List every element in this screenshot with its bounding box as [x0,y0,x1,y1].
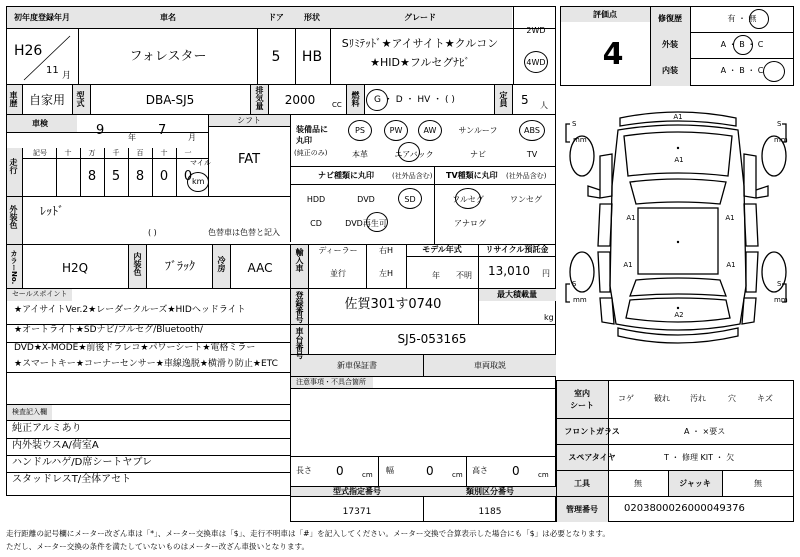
inspection-month: 7 [158,123,167,138]
car-name: フォレスター [129,49,207,64]
inspector-line-4: スタッドレスT/全体アセト [12,474,132,485]
digit-label-5: 十 [160,149,168,157]
diag-mm-fr: mm [774,136,788,144]
drive-4wd-circle [524,51,548,73]
equip-ps: PS [355,126,365,135]
digit-6: 0 [183,169,193,184]
color-note: 色替車は色替と記入 [208,228,280,237]
digit-5: 0 [159,169,169,184]
width-value: 0 [426,464,434,478]
new-warranty: 新車保証書 [337,361,377,370]
diag-s-rr: S [777,280,782,288]
digit-3: 5 [111,169,121,184]
capacity-value: 5 [521,93,529,107]
equip-abs-circle [519,120,545,141]
equip-pw-circle [384,120,408,141]
seat-opt-5: キズ [757,394,773,403]
doors-label: ドア [268,13,284,22]
tv-fullseg: フルセグ [452,195,484,204]
grade-line-2: ★HID★フルセグﾅﾋﾞ [370,56,470,69]
diag-mm-fl: mm [573,136,587,144]
diag-a1-rear-left: A1 [623,261,633,269]
interior-color-label: 内装色 [133,252,142,276]
first-reg-label: 初年度登録年月 [14,13,70,22]
footer-line-2: ただし、メーター交換の条件を満たしていないものはメーター改ざん車扱いとなります。 [6,542,310,551]
tv-label: TV種類に丸印 [446,171,498,180]
sales-line-4: ★スマートキー★コーナーセンサー★車線逸脱★横滑り防止★ETC [14,359,278,369]
person-unit: 人 [540,101,548,110]
seat-opt-2: 破れ [654,394,670,403]
diag-a1-hood: A1 [674,156,684,164]
mileage-sign-label: 記号 [33,149,47,157]
fuel-label: 燃料 [351,91,360,107]
drive-4wd: 4WD [526,58,546,67]
exterior-b-circle [733,35,753,55]
inspection-year: 9 [96,123,105,138]
equipment-label-3: (純正のみ) [294,149,328,157]
mile-label: マイル [190,159,211,167]
inspector-line-3: ハンドルハゲ/D席シートヤブレ [12,457,152,468]
usage-value: 自家用 [28,93,66,107]
color-value: ﾚｯﾄﾞ [40,204,65,218]
color-label: 外装色 [9,205,18,229]
registration-label: 登録番号 [295,291,304,323]
footer-line-1: 走行距離の記号欄にメーター改ざん車は「*」、メーター交換車は「$」、走行不明車は「#」を記入してください。メーター交換で合算表示した場合にも「$」は必要となります。 [6,529,610,538]
length-cm: cm [362,471,373,479]
km-circle [187,172,209,192]
interior-color-value: ﾌﾞﾗｯｸ [164,259,196,273]
ac-value: AAC [247,261,273,275]
import-left: 左H [378,269,394,278]
shift-value: FAT [237,152,261,167]
seat-opt-1: コゲ [618,394,634,403]
equip-pw: PW [389,126,403,135]
import-label: 輸入車 [295,248,304,272]
color-no-value: H2Q [61,261,89,275]
sales-label: セールスポイント [12,290,68,298]
interior-label: 内装 [662,66,678,75]
model-year-unit: 年 [432,271,440,280]
diag-a1-right: A1 [725,214,735,222]
diag-a1-left: A1 [626,214,636,222]
tv-sub: (社外品含む) [506,172,547,180]
jack-value: 無 [754,479,762,488]
interior-c-circle [763,61,785,82]
interior-options: A ・ B ・ C [720,66,764,75]
mileage-label: 走行 [9,158,18,174]
max-load-label: 最大積載量 [497,290,537,299]
repair-label: 修復歴 [658,14,682,23]
digit-label-4: 百 [136,149,144,157]
recycle-value: 13,010 [488,264,530,278]
equip-tv: TV [526,150,538,159]
grade-label: グレード [404,13,436,22]
first-reg-era: H26 [14,43,43,59]
height-value: 0 [512,464,520,478]
seat-label-2: シート [570,401,594,410]
mgmt-value: 0203800026000049376 [624,503,745,514]
chassis-label: 車台番号 [295,327,304,359]
diag-mm-rr: mm [774,296,788,304]
kg-unit: kg [544,313,554,322]
diag-a1-front: A1 [673,113,683,121]
seat-opt-3: 汚れ [690,394,706,403]
navi-sd: SD [404,195,416,204]
equip-aw-circle [418,120,442,141]
model-year-label: モデル年式 [422,245,462,254]
equip-leather: 本革 [352,150,368,159]
width-label: 幅 [386,466,394,475]
height-cm: cm [538,471,549,479]
exterior-options: A ・ B ・ C [720,40,764,49]
class-no-value: 1185 [478,507,502,517]
tv-fullseg-circle [455,188,481,209]
color-paren: ( ) [148,228,157,237]
exterior-label: 外装 [662,40,678,49]
model-value: DBA-SJ5 [145,93,195,107]
navi-label: ナビ種類に丸印 [318,171,374,180]
shape-value: HB [301,49,323,65]
equipment-label-1: 装備品に [296,125,328,134]
equip-aw: AW [423,126,437,135]
drive-2wd: 2WD [526,26,546,35]
glass-label: フロントガラス [564,427,620,436]
repair-options: 有 ・ 無 [727,14,757,23]
navi-sd-circle [398,188,422,209]
diag-s-fr: S [777,120,782,128]
equip-airbag: エアバック [394,150,434,159]
capacity-label: 定員 [499,91,508,107]
tv-analog: アナログ [454,219,486,228]
model-year-unknown: 不明 [456,271,472,280]
equipment-label-2: 丸印 [296,136,312,145]
class-no-label: 類別区分番号 [466,487,514,496]
inspector-line-2: 内外装ウスA/荷室A [12,440,99,451]
jack-label: ジャッキ [679,479,711,488]
glass-options: A ・ ×要ス [684,427,726,436]
inspection-label: 車検 [32,119,48,128]
import-parallel: 並行 [330,269,346,278]
navi-dvd-play-circle [366,212,388,232]
fuel-options: G ・ D ・ HV ・ ( ) [374,95,455,105]
tv-oneseg: ワンセグ [510,195,542,204]
equip-sunroof: サンルーフ [458,126,498,135]
score-value: 4 [602,37,624,72]
navi-dvd: DVD [357,195,375,204]
diag-s-fl: S [572,120,577,128]
inspector-line-1: 純正アルミあり [12,423,82,434]
inspection-year-unit: 年 [128,133,136,142]
sales-line-3: DVD★X-MODE★前後ドラレコ★パワーシート★電格ミラー [14,343,256,353]
first-reg-month-unit: 月 [62,71,72,81]
tools-value: 無 [634,479,642,488]
navi-hdd: HDD [306,195,326,204]
sales-line-2: ★オートライト★SDナビ/フルセグ/Bluetooth/ [14,325,203,335]
car-name-label: 車名 [160,13,176,22]
doors-value: 5 [271,49,281,65]
type-no-label: 型式指定番号 [333,487,381,496]
equip-ps-circle [348,120,372,141]
width-cm: cm [452,471,463,479]
manual: 車両取説 [474,361,506,370]
diag-a1-rear-right: A1 [726,261,736,269]
fuel-g-circle [366,89,388,111]
repair-none-circle [749,9,769,29]
displacement-label: 排気量 [255,86,264,110]
digit-label-3: 千 [112,149,120,157]
chassis-value: SJ5-053165 [397,332,467,346]
notes-label: 注意事項・不具合箇所 [296,378,366,386]
digit-label-1: 十 [64,149,72,157]
grade-line-1: Sﾘﾐﾃｯﾄﾞ★アイサイト★クルコン [341,37,499,50]
registration-plate: 佐賀301す0740 [344,297,442,312]
equip-airbag-circle [398,142,420,162]
inspector-label: 検査記入欄 [12,408,47,416]
length-label: 長さ [296,466,312,475]
recycle-yen: 円 [542,269,550,278]
spare-options: T ・ 修理 KIT ・ 欠 [664,453,735,462]
import-right: 右H [378,246,394,255]
height-label: 高さ [472,466,488,475]
cc-unit: CC [332,101,342,109]
equip-abs: ABS [524,126,540,135]
seat-label-1: 室内 [574,389,590,398]
seat-opt-4: 穴 [728,394,736,403]
ac-label: 冷房 [217,256,226,272]
shape-label: 形状 [304,13,320,22]
mgmt-label: 管理番号 [566,505,598,514]
equip-navi: ナビ [470,150,486,159]
score-label: 評価点 [593,10,617,19]
color-no-label: カラーNo. [10,250,18,285]
length-value: 0 [336,464,344,478]
sales-line-1: ★アイサイトVer.2★レーダークルーズ★HIDヘッドライト [14,305,246,315]
digit-label-2: 万 [88,149,96,157]
type-no-value: 17371 [342,507,372,517]
recycle-label: リサイクル預託金 [485,245,549,254]
usage-label: 車歴 [9,91,18,107]
spare-label: スペアタイヤ [568,453,616,462]
digit-4: 8 [135,169,145,184]
inspection-month-unit: 月 [188,133,196,142]
digit-2: 8 [87,169,97,184]
import-dealer: ディーラー [318,246,358,255]
first-reg-month: 11 [46,65,59,76]
diag-a2-rear: A2 [674,311,684,319]
navi-sub: (社外品含む) [392,172,433,180]
diag-s-rl: S [572,280,577,288]
diag-mm-rl: mm [573,296,587,304]
model-label: 型式 [76,91,85,107]
car-diagram [560,96,796,376]
digit-label-6: 一 [184,149,192,157]
tools-label: 工具 [574,479,590,488]
displacement-value: 2000 [284,93,316,107]
km-label: km [192,177,205,186]
shift-label: シフト [237,116,261,125]
navi-dvd-play: DVD再生可 [345,219,387,228]
navi-cd: CD [310,219,322,228]
